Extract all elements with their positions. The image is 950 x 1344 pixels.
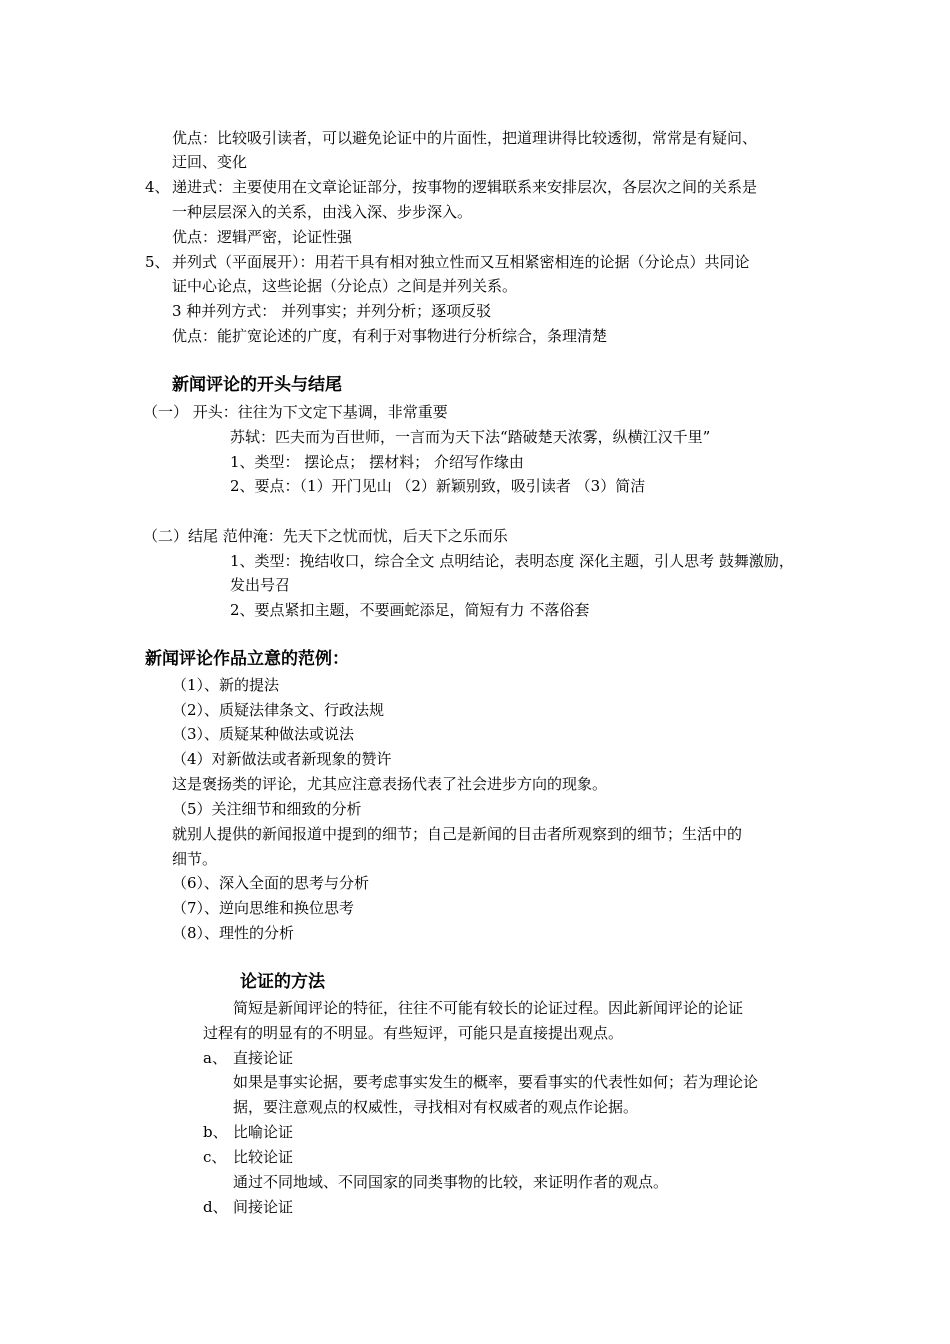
methods-intro-line-2: 过程有的明显有的不明显。有些短评，可能只是直接提出观点。 (203, 1024, 624, 1042)
opening-quote: 苏轼：匹夫而为百世师，一言而为天下法“踏破楚天浓雾，纵横江汉千里” (230, 428, 711, 446)
method-d-title: 间接论证 (233, 1198, 294, 1216)
method-b-label: b、 (203, 1123, 228, 1141)
method-c-label: c、 (203, 1148, 227, 1166)
closing-points: 2、要点紧扣主题，不要画蛇添足，简短有力 不落俗套 (230, 601, 590, 619)
method-b-title: 比喻论证 (233, 1123, 294, 1141)
example-item-6: （6）、深入全面的思考与分析 (172, 874, 370, 892)
item-4-advantage: 优点：逻辑严密，论证性强 (172, 228, 353, 246)
closing-label: （二）结尾 范仲淹：先天下之忧而忧，后天下之乐而乐 (143, 527, 508, 545)
argument-methods-heading: 论证的方法 (240, 972, 325, 992)
item-4-number: 4、 (145, 178, 170, 196)
example-item-2: （2）、质疑法律条文、行政法规 (172, 701, 385, 719)
item-5-line-1: 并列式（平面展开）：用若干具有相对独立性而又互相紧密相连的论据（分论点）共同论 (172, 253, 750, 271)
item-5-ways: 3 种并列方式： 并列事实；并列分析；逐项反驳 (172, 302, 492, 320)
opening-points: 2、要点：（1）开门见山 （2）新颖别致，吸引读者 （3）简洁 (230, 477, 646, 495)
example-item-5-note-1: 就别人提供的新闻报道中提到的细节；自己是新闻的目击者所观察到的细节；生活中的 (172, 825, 743, 843)
method-c-title: 比较论证 (233, 1148, 294, 1166)
method-a-label: a、 (203, 1049, 227, 1067)
example-item-5: （5）关注细节和细致的分析 (172, 800, 362, 818)
method-d-label: d、 (203, 1198, 228, 1216)
item-5-number: 5、 (145, 253, 170, 271)
opening-closing-heading: 新闻评论的开头与结尾 (172, 375, 342, 395)
example-item-5-note-2: 细节。 (172, 850, 218, 868)
methods-intro-line-1: 简短是新闻评论的特征，往往不可能有较长的论证过程。因此新闻评论的论证 (233, 999, 744, 1017)
method-a-title: 直接论证 (233, 1049, 294, 1067)
closing-types-line-2: 发出号召 (230, 576, 291, 594)
example-item-8: （8）、理性的分析 (172, 924, 295, 942)
opening-types: 1、类型： 摆论点； 摆材料； 介绍写作缘由 (230, 453, 524, 471)
method-a-desc-1: 如果是事实论据，要考虑事实发生的概率，要看事实的代表性如何；若为理论论 (233, 1073, 759, 1091)
closing-types-line-1: 1、类型：挽结收口，综合全文 点明结论，表明态度 深化主题，引人思考 鼓舞激励， (230, 552, 794, 570)
item-4-line-2: 一种层层深入的关系，由浅入深、步步深入。 (172, 203, 473, 221)
example-item-3: （3）、质疑某种做法或说法 (172, 725, 355, 743)
example-item-4: （4）对新做法或者新现象的赞许 (172, 750, 392, 768)
opening-label: （一） 开头：往往为下文定下基调，非常重要 (143, 403, 448, 421)
item-5-line-2: 证中心论点，这些论据（分论点）之间是并列关系。 (172, 277, 518, 295)
example-item-1: （1）、新的提法 (172, 676, 280, 694)
item-4-line-1: 递进式：主要使用在文章论证部分，按事物的逻辑联系来安排层次，各层次之间的关系是 (172, 178, 758, 196)
advantage-line-1: 优点：比较吸引读者，可以避免论证中的片面性，把道理讲得比较透彻，常常是有疑问、 (172, 129, 758, 147)
method-a-desc-2: 据，要注意观点的权威性，寻找相对有权威者的观点作论据。 (233, 1098, 639, 1116)
example-item-4-note: 这是褒扬类的评论，尤其应注意表扬代表了社会进步方向的现象。 (172, 775, 608, 793)
method-c-desc: 通过不同地域、不同国家的同类事物的比较，来证明作者的观点。 (233, 1173, 669, 1191)
advantage-line-2: 迂回、变化 (172, 153, 248, 171)
item-5-advantage: 优点：能扩宽论述的广度，有利于对事物进行分析综合，条理清楚 (172, 327, 608, 345)
examples-heading: 新闻评论作品立意的范例： (145, 649, 349, 669)
example-item-7: （7）、逆向思维和换位思考 (172, 899, 355, 917)
